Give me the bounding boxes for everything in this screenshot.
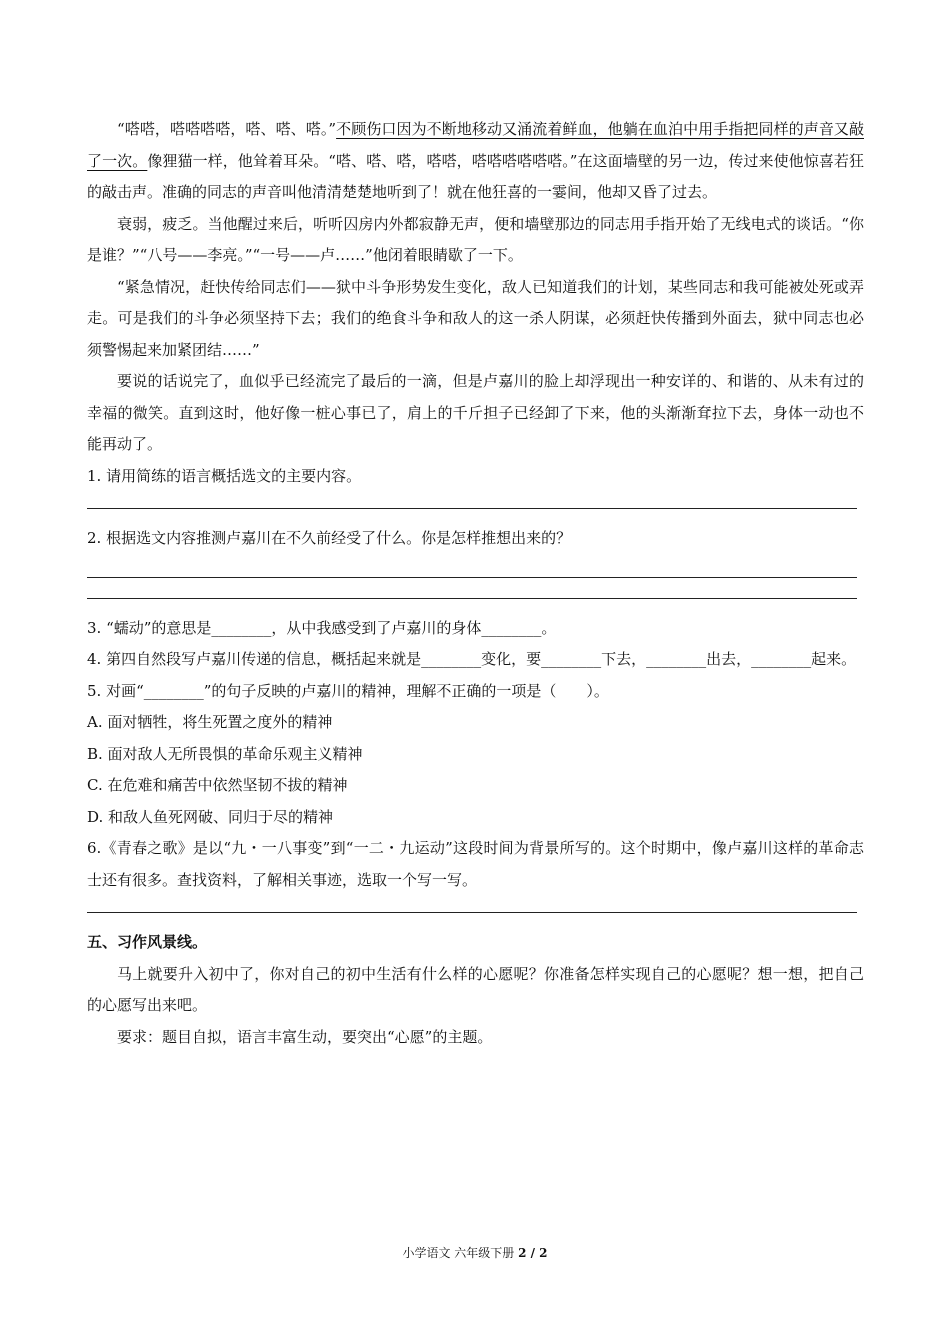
answer-line[interactable] <box>87 912 857 913</box>
passage-paragraph-3: “紧急情况，赶快传给同志们——狱中斗争形势发生变化，敌人已知道我们的计划，某些同志和我可能被处死或弄走。可是我们的斗争必须坚持下去；我们的绝食斗争和敌人的这一杀人阴谋，必须赶快传播到外面去，狱中同志也必须警惕起来加紧团结……” <box>87 277 864 359</box>
question-5: 5. 对画“________”的句子反映的卢嘉川的精神，理解不正确的一项是（ ）。 <box>87 681 609 700</box>
option-a: A. 面对牺牲，将生死置之度外的精神 <box>87 713 333 731</box>
knock-text: “嗒嗒，嗒嗒嗒嗒，嗒、嗒、嗒。” <box>117 120 337 138</box>
question-1: 1. 请用简练的语言概括选文的主要内容。 <box>87 466 362 485</box>
answer-line[interactable] <box>87 598 857 599</box>
option-b: B. 面对敌人无所畏惧的革命乐观主义精神 <box>87 744 363 763</box>
underlined-sentence: 不顾伤口因为不断地移动又涌流着鲜血，他躺在血泊中用手指把同样的声音又敲了一次。 <box>87 120 864 170</box>
question-4: 4. 第四自然段写卢嘉川传递的信息，概括起来就是________变化，要________下去，________出去，________起来。 <box>87 650 857 668</box>
passage-text: 像狸猫一样，他耸着耳朵。“嗒、嗒、嗒，嗒嗒，嗒嗒嗒嗒嗒嗒。”在这面墙壁的另一边，传过来使他惊喜若狂的敲击声。准确的同志的声音叫他清清楚楚地听到了！就在他狂喜的一霎间，他却又昏了过去。 <box>87 151 864 201</box>
question-6: 6.《青春之歌》是以“九・一八事变”到“一二・九运动”这段时间为背景所写的。这个时期中，像卢嘉川这样的革命志士还有很多。查找资料，了解相关事迹，选取一个写一写。 <box>87 839 864 889</box>
passage-paragraph-2: 衰弱，疲乏。当他醒过来后，听听囚房内外都寂静无声，便和墙壁那边的同志用手指开始了无线电式的谈话。“你是谁？”“八号——李亮。”“一号——卢……”他闭着眼睛歇了一下。 <box>87 214 864 264</box>
option-d: D. 和敌人鱼死网破、同归于尽的精神 <box>87 807 334 826</box>
question-3: 3. “蠕动”的意思是________，从中我感受到了卢嘉川的身体________。 <box>87 618 557 637</box>
section-5-heading: 五、习作风景线。 <box>87 933 208 951</box>
writing-prompt: 马上就要升入初中了，你对自己的初中生活有什么样的心愿呢？你准备怎样实现自己的心愿呢？想一想，把自己的心愿写出来吧。 <box>87 964 864 1014</box>
worksheet-page <box>87 114 864 1053</box>
answer-line[interactable] <box>87 577 857 578</box>
option-c: C. 在危难和痛苦中依然坚韧不拔的精神 <box>87 776 348 794</box>
question-2: 2. 根据选文内容推测卢嘉川在不久前经受了什么。你是怎样推想出来的？ <box>87 529 572 547</box>
page-number: 2 / 2 <box>518 1246 548 1260</box>
page-footer <box>0 1244 950 1261</box>
passage-paragraph-4: 要说的话说完了，血似乎已经流完了最后的一滴，但是卢嘉川的脸上却浮现出一种安详的、和谐的、从未有过的幸福的微笑。直到这时，他好像一桩心事已了，肩上的千斤担子已经卸了下来，他的头渐渐耷拉下去，身体一动也不能再动了。 <box>87 372 864 453</box>
answer-line[interactable] <box>87 508 857 509</box>
passage-paragraph-1 <box>87 114 864 209</box>
writing-requirement: 要求：题目自拟，语言丰富生动，要突出“心愿”的主题。 <box>117 1027 493 1046</box>
footer-text: 小学语文 六年级下册 <box>402 1246 519 1260</box>
